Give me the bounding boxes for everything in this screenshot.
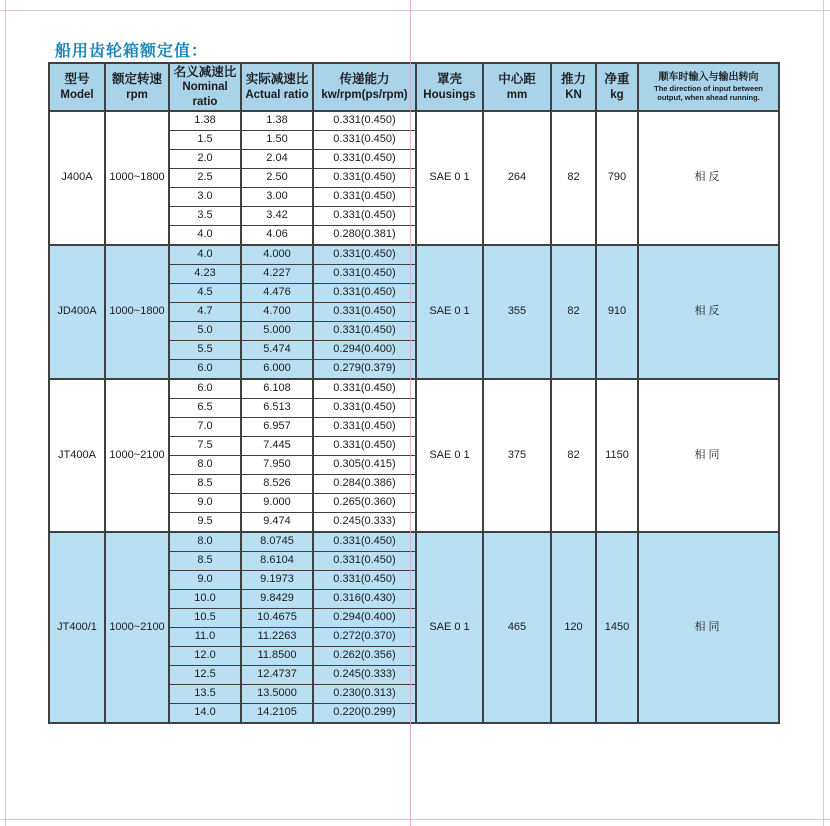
capacity-cell: 0.262(0.356) xyxy=(313,647,416,666)
actual-ratio-cell: 2.04 xyxy=(241,150,313,169)
housing-cell: SAE 0 1 xyxy=(416,245,483,379)
actual-ratio-cell: 7.950 xyxy=(241,456,313,475)
actual-ratio-cell: 6.957 xyxy=(241,418,313,437)
page-fold-line xyxy=(410,0,411,826)
capacity-cell: 0.220(0.299) xyxy=(313,704,416,724)
weight-cell: 1150 xyxy=(596,379,638,532)
actual-ratio-cell: 6.108 xyxy=(241,379,313,399)
actual-ratio-cell: 9.000 xyxy=(241,494,313,513)
table-row xyxy=(49,111,779,131)
actual-ratio-cell: 11.8500 xyxy=(241,647,313,666)
header-capacity-zh: 传递能力 xyxy=(339,72,390,86)
header-rpm xyxy=(105,63,169,111)
header-center-distance xyxy=(483,63,551,111)
nominal-ratio-cell: 6.5 xyxy=(169,399,241,418)
capacity-cell: 0.294(0.400) xyxy=(313,341,416,360)
capacity-cell: 0.265(0.360) xyxy=(313,494,416,513)
nominal-ratio-cell: 6.0 xyxy=(169,379,241,399)
rpm-cell: 1000~2100 xyxy=(105,532,169,723)
actual-ratio-cell: 6.000 xyxy=(241,360,313,380)
nominal-ratio-cell: 2.0 xyxy=(169,150,241,169)
model-cell: JT400/1 xyxy=(49,532,105,723)
nominal-ratio-cell: 8.0 xyxy=(169,532,241,552)
actual-ratio-cell: 4.06 xyxy=(241,226,313,246)
header-thrust-zh: 推力 xyxy=(560,72,586,86)
header-capacity xyxy=(313,63,416,111)
header-direction-zh: 顺车时输入与输出转向 xyxy=(658,71,759,83)
actual-ratio-cell: 10.4675 xyxy=(241,609,313,628)
actual-ratio-cell: 11.2263 xyxy=(241,628,313,647)
nominal-ratio-cell: 5.0 xyxy=(169,322,241,341)
nominal-ratio-cell: 14.0 xyxy=(169,704,241,724)
actual-ratio-cell: 4.700 xyxy=(241,303,313,322)
actual-ratio-cell: 14.2105 xyxy=(241,704,313,724)
capacity-cell: 0.305(0.415) xyxy=(313,456,416,475)
capacity-cell: 0.272(0.370) xyxy=(313,628,416,647)
nominal-ratio-cell: 7.0 xyxy=(169,418,241,437)
header-capacity-en: kw/rpm(ps/rpm) xyxy=(321,88,408,101)
capacity-cell: 0.331(0.450) xyxy=(313,399,416,418)
center-distance-cell: 355 xyxy=(483,245,551,379)
actual-ratio-cell: 6.513 xyxy=(241,399,313,418)
header-model-en: Model xyxy=(60,88,94,101)
table-row xyxy=(49,245,779,265)
page-frame-bottom xyxy=(0,819,830,820)
actual-ratio-cell: 3.42 xyxy=(241,207,313,226)
capacity-cell: 0.331(0.450) xyxy=(313,552,416,571)
thrust-cell: 120 xyxy=(551,532,596,723)
center-distance-cell: 465 xyxy=(483,532,551,723)
nominal-ratio-cell: 1.38 xyxy=(169,111,241,131)
capacity-cell: 0.331(0.450) xyxy=(313,265,416,284)
nominal-ratio-cell: 8.0 xyxy=(169,456,241,475)
header-nominal-ratio-zh: 名义减速比 xyxy=(173,64,237,79)
nominal-ratio-cell: 5.5 xyxy=(169,341,241,360)
capacity-cell: 0.331(0.450) xyxy=(313,532,416,552)
capacity-cell: 0.294(0.400) xyxy=(313,609,416,628)
header-thrust-en: KN xyxy=(565,88,582,101)
capacity-cell: 0.230(0.313) xyxy=(313,685,416,704)
capacity-cell: 0.331(0.450) xyxy=(313,322,416,341)
housing-cell: SAE 0 1 xyxy=(416,111,483,245)
nominal-ratio-cell: 3.5 xyxy=(169,207,241,226)
capacity-cell: 0.331(0.450) xyxy=(313,437,416,456)
actual-ratio-cell: 4.227 xyxy=(241,265,313,284)
nominal-ratio-cell: 4.7 xyxy=(169,303,241,322)
capacity-cell: 0.331(0.450) xyxy=(313,188,416,207)
actual-ratio-cell: 12.4737 xyxy=(241,666,313,685)
thrust-cell: 82 xyxy=(551,111,596,245)
nominal-ratio-cell: 2.5 xyxy=(169,169,241,188)
nominal-ratio-cell: 9.5 xyxy=(169,513,241,533)
capacity-cell: 0.316(0.430) xyxy=(313,590,416,609)
capacity-cell: 0.284(0.386) xyxy=(313,475,416,494)
capacity-cell: 0.331(0.450) xyxy=(313,207,416,226)
nominal-ratio-cell: 13.5 xyxy=(169,685,241,704)
header-actual-ratio-en: Actual ratio xyxy=(245,88,309,101)
header-actual-ratio-zh: 实际减速比 xyxy=(245,72,309,86)
nominal-ratio-cell: 6.0 xyxy=(169,360,241,380)
center-distance-cell: 375 xyxy=(483,379,551,532)
header-model xyxy=(49,63,105,111)
actual-ratio-cell: 3.00 xyxy=(241,188,313,207)
header-model-zh: 型号 xyxy=(64,72,90,86)
table-body xyxy=(49,111,779,723)
header-direction-en: The direction of input between output, when ahead running. xyxy=(654,84,763,103)
capacity-cell: 0.245(0.333) xyxy=(313,513,416,533)
actual-ratio-cell: 1.50 xyxy=(241,131,313,150)
rpm-cell: 1000~1800 xyxy=(105,245,169,379)
model-cell: J400A xyxy=(49,111,105,245)
table-row xyxy=(49,532,779,552)
actual-ratio-cell: 4.476 xyxy=(241,284,313,303)
actual-ratio-cell: 5.474 xyxy=(241,341,313,360)
direction-cell: 相同 xyxy=(638,379,779,532)
nominal-ratio-cell: 4.23 xyxy=(169,265,241,284)
nominal-ratio-cell: 8.5 xyxy=(169,475,241,494)
capacity-cell: 0.331(0.450) xyxy=(313,571,416,590)
capacity-cell: 0.245(0.333) xyxy=(313,666,416,685)
header-nominal-ratio-en: Nominal ratio xyxy=(182,81,228,108)
capacity-cell: 0.331(0.450) xyxy=(313,150,416,169)
rpm-cell: 1000~1800 xyxy=(105,111,169,245)
nominal-ratio-cell: 3.0 xyxy=(169,188,241,207)
direction-cell: 相同 xyxy=(638,532,779,723)
header-weight-en: kg xyxy=(610,88,624,101)
header-housings-zh: 罩壳 xyxy=(436,72,462,86)
actual-ratio-cell: 9.474 xyxy=(241,513,313,533)
model-cell: JD400A xyxy=(49,245,105,379)
housing-cell: SAE 0 1 xyxy=(416,532,483,723)
actual-ratio-cell: 8.526 xyxy=(241,475,313,494)
direction-cell: 相反 xyxy=(638,245,779,379)
nominal-ratio-cell: 4.0 xyxy=(169,245,241,265)
capacity-cell: 0.280(0.381) xyxy=(313,226,416,246)
nominal-ratio-cell: 9.0 xyxy=(169,571,241,590)
weight-cell: 910 xyxy=(596,245,638,379)
capacity-cell: 0.331(0.450) xyxy=(313,131,416,150)
page-frame-left xyxy=(5,0,6,826)
housing-cell: SAE 0 1 xyxy=(416,379,483,532)
header-thrust xyxy=(551,63,596,111)
nominal-ratio-cell: 12.0 xyxy=(169,647,241,666)
nominal-ratio-cell: 7.5 xyxy=(169,437,241,456)
table-row xyxy=(49,379,779,399)
thrust-cell: 82 xyxy=(551,245,596,379)
actual-ratio-cell: 9.8429 xyxy=(241,590,313,609)
capacity-cell: 0.331(0.450) xyxy=(313,169,416,188)
header-center-distance-zh: 中心距 xyxy=(498,72,536,86)
nominal-ratio-cell: 10.0 xyxy=(169,590,241,609)
header-housings xyxy=(416,63,483,111)
actual-ratio-cell: 8.6104 xyxy=(241,552,313,571)
actual-ratio-cell: 4.000 xyxy=(241,245,313,265)
capacity-cell: 0.331(0.450) xyxy=(313,284,416,303)
header-rpm-en: rpm xyxy=(126,88,148,101)
header-weight xyxy=(596,63,638,111)
nominal-ratio-cell: 4.5 xyxy=(169,284,241,303)
model-cell: JT400A xyxy=(49,379,105,532)
header-weight-zh: 净重 xyxy=(604,72,630,86)
page-frame-top xyxy=(0,10,830,11)
nominal-ratio-cell: 1.5 xyxy=(169,131,241,150)
header-direction xyxy=(638,63,779,111)
capacity-cell: 0.331(0.450) xyxy=(313,418,416,437)
capacity-cell: 0.331(0.450) xyxy=(313,111,416,131)
header-row xyxy=(49,63,779,111)
header-housings-en: Housings xyxy=(423,88,476,101)
nominal-ratio-cell: 12.5 xyxy=(169,666,241,685)
center-distance-cell: 264 xyxy=(483,111,551,245)
capacity-cell: 0.279(0.379) xyxy=(313,360,416,380)
header-actual-ratio xyxy=(241,63,313,111)
gearbox-table xyxy=(48,62,780,724)
nominal-ratio-cell: 11.0 xyxy=(169,628,241,647)
weight-cell: 1450 xyxy=(596,532,638,723)
page-title: 船用齿轮箱额定值： xyxy=(55,43,209,60)
actual-ratio-cell: 7.445 xyxy=(241,437,313,456)
direction-cell: 相反 xyxy=(638,111,779,245)
weight-cell: 790 xyxy=(596,111,638,245)
page-frame-right xyxy=(823,0,824,826)
actual-ratio-cell: 13.5000 xyxy=(241,685,313,704)
actual-ratio-cell: 8.0745 xyxy=(241,532,313,552)
actual-ratio-cell: 5.000 xyxy=(241,322,313,341)
rpm-cell: 1000~2100 xyxy=(105,379,169,532)
nominal-ratio-cell: 8.5 xyxy=(169,552,241,571)
header-nominal-ratio xyxy=(169,63,241,111)
nominal-ratio-cell: 4.0 xyxy=(169,226,241,246)
actual-ratio-cell: 9.1973 xyxy=(241,571,313,590)
capacity-cell: 0.331(0.450) xyxy=(313,379,416,399)
header-center-distance-en: mm xyxy=(506,88,528,101)
thrust-cell: 82 xyxy=(551,379,596,532)
actual-ratio-cell: 2.50 xyxy=(241,169,313,188)
table-header xyxy=(49,63,779,111)
nominal-ratio-cell: 9.0 xyxy=(169,494,241,513)
header-rpm-zh: 额定转速 xyxy=(111,72,162,86)
capacity-cell: 0.331(0.450) xyxy=(313,245,416,265)
actual-ratio-cell: 1.38 xyxy=(241,111,313,131)
nominal-ratio-cell: 10.5 xyxy=(169,609,241,628)
capacity-cell: 0.331(0.450) xyxy=(313,303,416,322)
